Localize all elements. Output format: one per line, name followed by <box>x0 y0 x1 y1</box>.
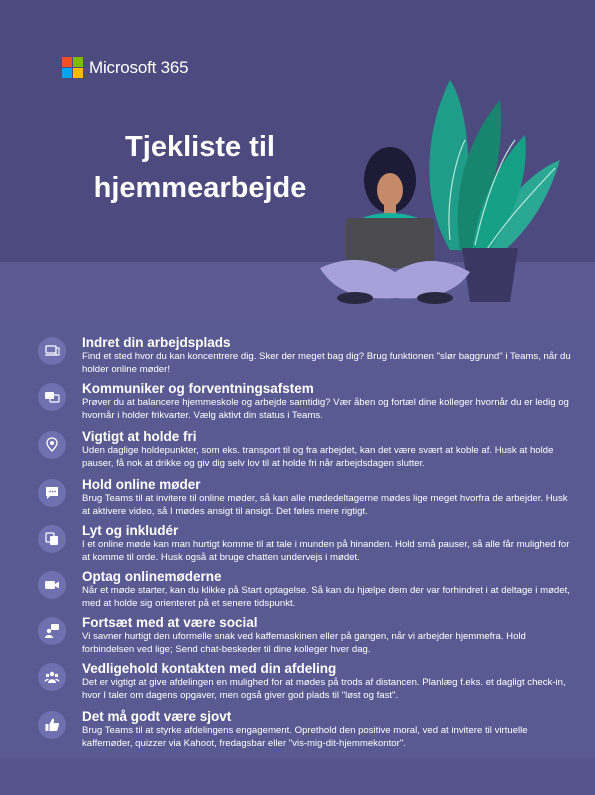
location-pin-icon <box>38 431 66 459</box>
item-title: Lyt og inkludér <box>82 523 179 538</box>
item-body: Uden daglige holdepunkter, som eks. transport til og fra arbejdet, kan det være svært at koble af. Husk at holde pauser, få nok at drikke og giv dig selv lov til at holde fri når arbejdsdagen slutter. <box>82 445 554 469</box>
microsoft-logo-icon <box>62 57 83 78</box>
message-icon <box>38 479 66 507</box>
page-title <box>70 127 330 209</box>
item-body: Vi savner hurtigt den uformelle snak ved kaffemaskinen eller på gangen, når vi arbejder hjemmefra. Hold forbindelsen ved lige; Send chat-beskeder til dine kolleger hver dag. <box>82 631 526 655</box>
copy-icon <box>38 525 66 553</box>
item-title: Kommuniker og forventningsafstem <box>82 381 314 396</box>
item-body: Brug Teams til at styrke afdelingens engagement. Oprethold den positive moral, ved at invitere til virtuelle kaffemøder, quizzer via Kahoot, fredagsbar eller "vis-mig-dit-hjemmekontor". <box>82 725 528 749</box>
title-line-2: hjemmearbejde <box>93 172 307 204</box>
item-body: Når et møde starter, kan du klikke på Start optagelse. Så kan du hjælpe dem der var forhindret i at deltage i mødet, med at holde sig orienteret på et senere tidspunkt. <box>82 585 570 609</box>
item-body: Find et sted hvor du kan koncentrere dig. Sker der meget bag dig? Brug funktionen "slør baggrund" i Teams, når du holder online møder! <box>82 351 571 375</box>
brand-name: Microsoft 365 <box>89 57 189 77</box>
item-title: Indret din arbejdsplads <box>82 335 231 350</box>
item-body: Det er vigtigt at give afdelingen en mulighed for at mødes på trods af distancen. Planlæg f.eks. et dagligt check-in, hvor I taler om dagens opgaver, men også giver god plads til "løst og fast". <box>82 677 566 701</box>
group-icon <box>38 663 66 691</box>
thumbs-up-icon <box>38 711 66 739</box>
item-body: Brug Teams til at invitere til online møder, så kan alle mødedeltagerne mødes lige meget hvorfra de arbejder. Husk at aktivere video, så I mødes ansigt til ansigt. Det føles mere rigtigt. <box>82 493 568 517</box>
video-camera-icon <box>38 571 66 599</box>
item-title: Optag onlinemøderne <box>82 569 222 584</box>
woman-with-laptop-illustration <box>300 40 595 320</box>
footer-strip <box>0 758 595 795</box>
item-title: Fortsæt med at være social <box>82 615 258 630</box>
item-title: Vedligehold kontakten med din afdeling <box>82 661 337 676</box>
item-title: Det må godt være sjovt <box>82 709 232 724</box>
item-body: I et online møde kan man hurtigt komme til at tale i munden på hinanden. Hold små pauser, så alle får mulighed for at komme til orde. Husk også at bruge chatten undervejs i mødet. <box>82 539 570 563</box>
people-chat-icon <box>38 617 66 645</box>
item-title: Vigtigt at holde fri <box>82 429 197 444</box>
microsoft-365-logo <box>62 57 188 78</box>
hero-banner <box>0 0 595 320</box>
chat-bubbles-icon <box>38 383 66 411</box>
plant-pot-icon <box>462 248 518 302</box>
plant-icon <box>429 80 560 262</box>
item-title: Hold online møder <box>82 477 201 492</box>
title-line-1: Tjekliste til <box>125 131 275 163</box>
laptop-icon <box>38 337 66 365</box>
item-body: Prøver du at balancere hjemmeskole og arbejde samtidig? Vær åben og fortæl dine kolleger hvornår du er ledig og hvornår i holder frikvarter. Vælg aktivt din status i Teams. <box>82 397 569 421</box>
